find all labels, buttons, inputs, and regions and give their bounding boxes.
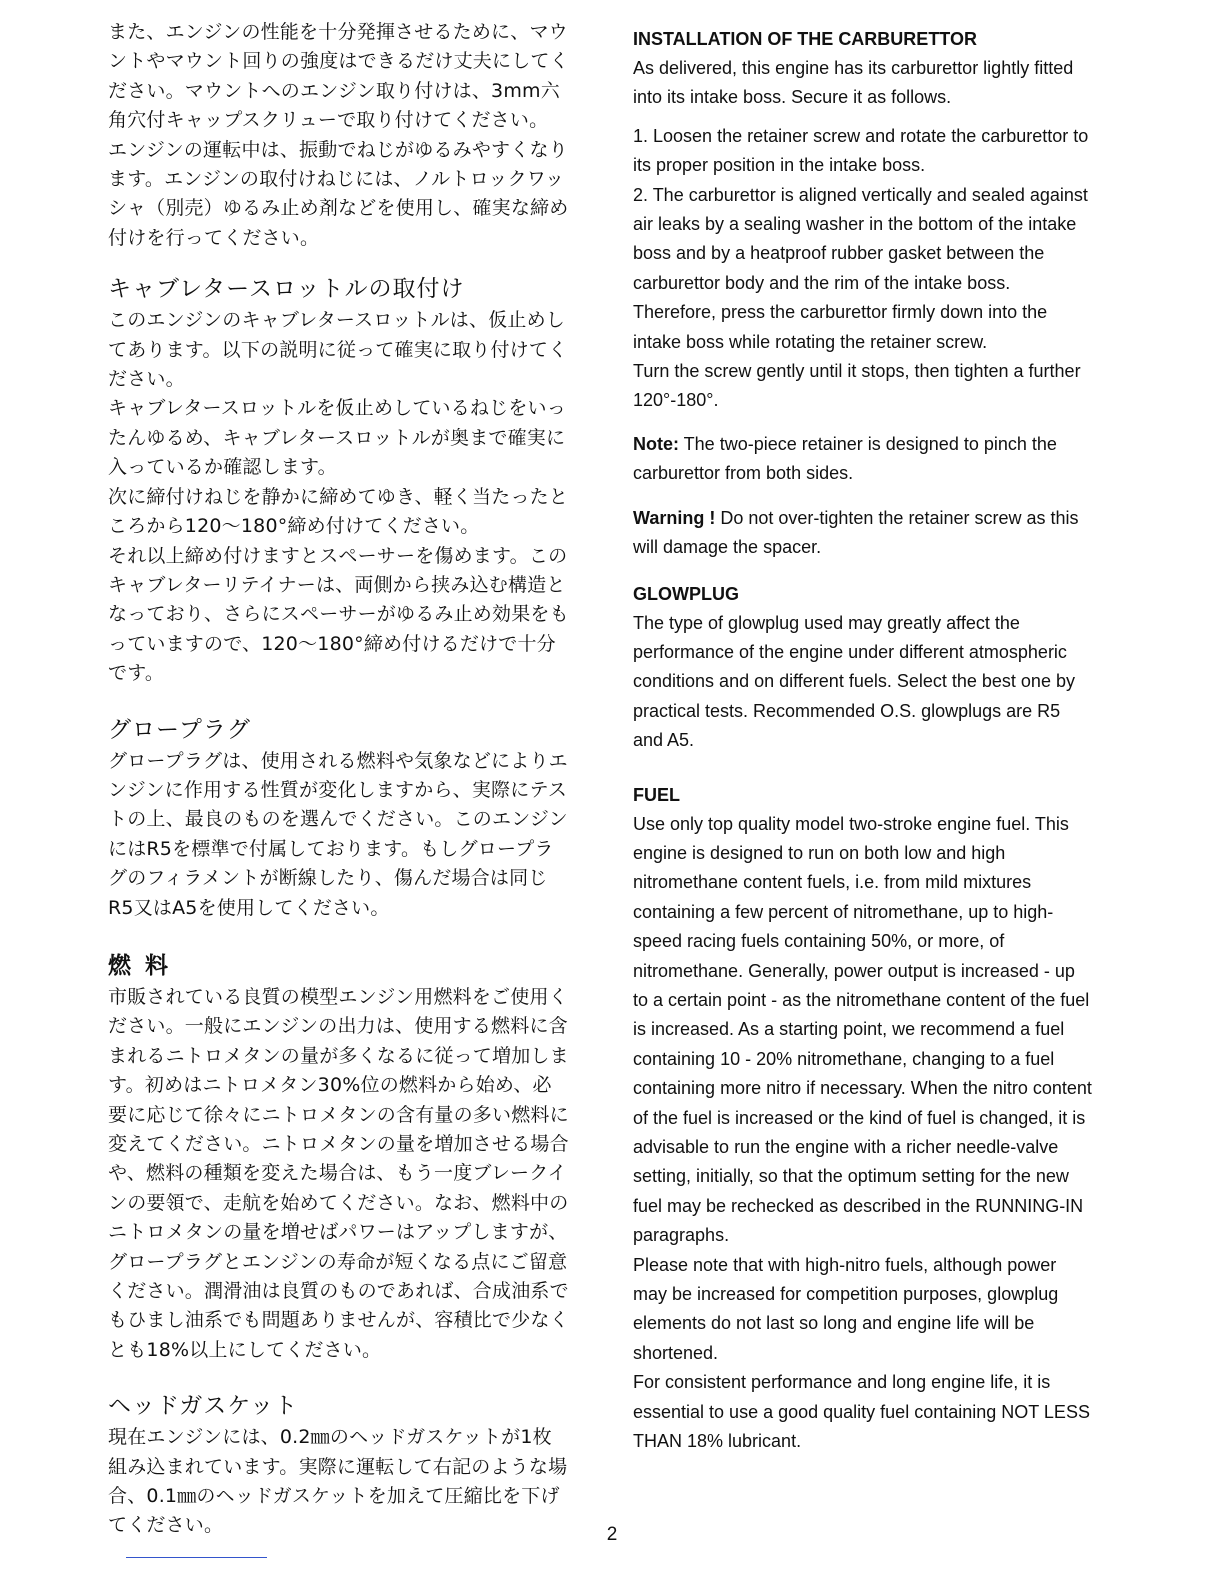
ja-glowplug-heading: グロープラグ	[108, 716, 251, 743]
ja-carb-paragraph-3: 次に締付けねじを静かに締めてゆき、軽く当たったところから120～180°締め付けてください。	[108, 485, 569, 538]
en-warning-text: Do not over-tighten the retainer screw as this will damage the spacer.	[633, 507, 1079, 558]
ja-fuel-heading: 燃料	[108, 952, 182, 979]
en-fuel-paragraph-3: For consistent performance and long engine life, it is essential to use a good quality fuel containing NOT LESS THAN 18% lubricant.	[633, 1372, 1090, 1452]
ja-glowplug-paragraph: グロープラグは、使用される燃料や気象などによりエンジンに作用する性質が変化しますから、実際にテストの上、最良のものを選んでください。このエンジンにはR5を標準で付属しております。もしグロープラグのフィラメントが断線したり、傷んだ場合は同じR5又はA5を使用してください。	[108, 749, 568, 919]
en-note-label: Note:	[633, 433, 679, 454]
en-carb-heading: INSTALLATION OF THE CARBURETTOR	[633, 29, 977, 49]
en-glowplug-heading: GLOWPLUG	[633, 583, 739, 604]
en-fuel-paragraph-1: Use only top quality model two-stroke engine fuel. This engine is designed to run on both low and high nitromethane content fuels, i.e. from mild mixtures containing a few percent of nitromethane, up to high-speed racing fuels containing 50%, or more, of nitromethane. Generally, power output is increased - up to a certain point - as the nitromethane content of the fuel is increased. As a starting point, we recommend a fuel containing 10 - 20% nitromethane, changing to a fuel containing more nitro if necessary. When the nitro content of the fuel is increased or the kind of fuel is changed, it is advisable to run the engine with a richer needle-valve setting, initially, so that the optimum setting for the new fuel may be rechecked as described in the RUNNING-IN paragraphs.	[633, 813, 1092, 1246]
en-carb-intro: As delivered, this engine has its carburettor lightly fitted into its intake boss. Secure it as follows.	[633, 58, 1074, 108]
en-carb-turn-screw: Turn the screw gently until it stops, then tighten a further 120°-180°.	[633, 361, 1081, 411]
en-note	[633, 430, 1093, 489]
ja-fuel-paragraph: 市販されている良質の模型エンジン用燃料をご使用ください。一般にエンジンの出力は、使用する燃料に含まれるニトロメタンの量が多くなるに従って増加します。初めはニトロメタン30%位の燃料から始め、必要に応じて徐々にニトロメタンの含有量の多い燃料に変えてください。ニトロメタンの量を増加させる場合や、燃料の種類を変えた場合は、もう一度ブレークインの要領で、走航を始めてください。なお、燃料中のニトロメタンの量を増せばパワーはアップしますが、グロープラグとエンジンの寿命が短くなる点にご留意ください。潤滑油は良質のものであれば、合成油系でもひまし油系でも問題ありませんが、容積比で少なくとも18%以上にしてください。	[108, 985, 569, 1361]
en-glowplug-text: The type of glowplug used may greatly affect the performance of the engine under different atmospheric conditions and on different fuels. Select the best one by practical tests. Recommended O.S. glowplugs are R5 and A5.	[633, 612, 1075, 751]
ja-head-gasket-heading: ヘッドガスケット	[108, 1393, 299, 1420]
ja-intro-paragraph-1: また、エンジンの性能を十分発揮させるために、マウントやマウント回りの強度はできるだけ丈夫にしてください。マウントへのエンジン取り付けは、3mm六角穴付キャップスクリューで取り付けてください。	[108, 21, 569, 132]
en-fuel-heading: FUEL	[633, 784, 680, 805]
ja-carb-paragraph-4: それ以上締め付けますとスペーサーを傷めます。このキャブレターリテイナーは、両側から挟み込む構造となっており、さらにスペーサーがゆるみ止め効果をもっていますので、120～180°締め付けるだけで十分です。	[108, 544, 569, 685]
english-column	[633, 18, 1093, 1456]
ja-carb-paragraph-2: キャブレタースロットルを仮止めしているねじをいったんゆるめ、キャブレタースロットルが奥まで確実に入っているか確認します。	[108, 397, 566, 479]
en-carb-step-1: 1. Loosen the retainer screw and rotate the carburettor to its proper position in the intake boss.	[633, 125, 1089, 176]
ja-intro-paragraph-2: エンジンの運転中は、振動でねじがゆるみやすくなります。エンジンの取付けねじには、ノルトロックワッシャ（別売）ゆるみ止め剤などを使用し、確実な締め付けを行ってください。	[108, 138, 569, 249]
en-warning-label: Warning !	[633, 507, 716, 528]
ja-head-gasket-paragraph: 現在エンジンには、0.2㎜のヘッドガスケットが1枚組み込まれています。実際に運転して右記のような場合、0.1㎜のヘッドガスケットを加えて圧縮比を下げてください。	[108, 1426, 568, 1537]
japanese-column	[108, 18, 570, 1541]
en-carb-step-2: 2. The carburettor is aligned vertically and sealed against air leaks by a sealing washer in the bottom of the intake boss and by a heatproof rubber gasket between the carburettor body and the rim of the intake boss. Therefore, press the carburettor firmly down into the intake boss while rotating the retainer screw.	[633, 184, 1088, 352]
en-note-text: The two-piece retainer is designed to pinch the carburettor from both sides.	[633, 433, 1057, 484]
footer-divider	[126, 1557, 267, 1558]
ja-carb-paragraph-1: このエンジンのキャブレタースロットルは、仮止めしてあります。以下の説明に従って確実に取り付けてください。	[108, 309, 568, 391]
ja-carb-heading: キャブレタースロットルの取付け	[108, 276, 465, 303]
en-fuel-paragraph-2: Please note that with high-nitro fuels, although power may be increased for competition purposes, glowplug elements do not last so long and engine life will be shortened.	[633, 1254, 1059, 1363]
en-warning	[633, 504, 1093, 563]
page-number: 2	[606, 1524, 618, 1545]
